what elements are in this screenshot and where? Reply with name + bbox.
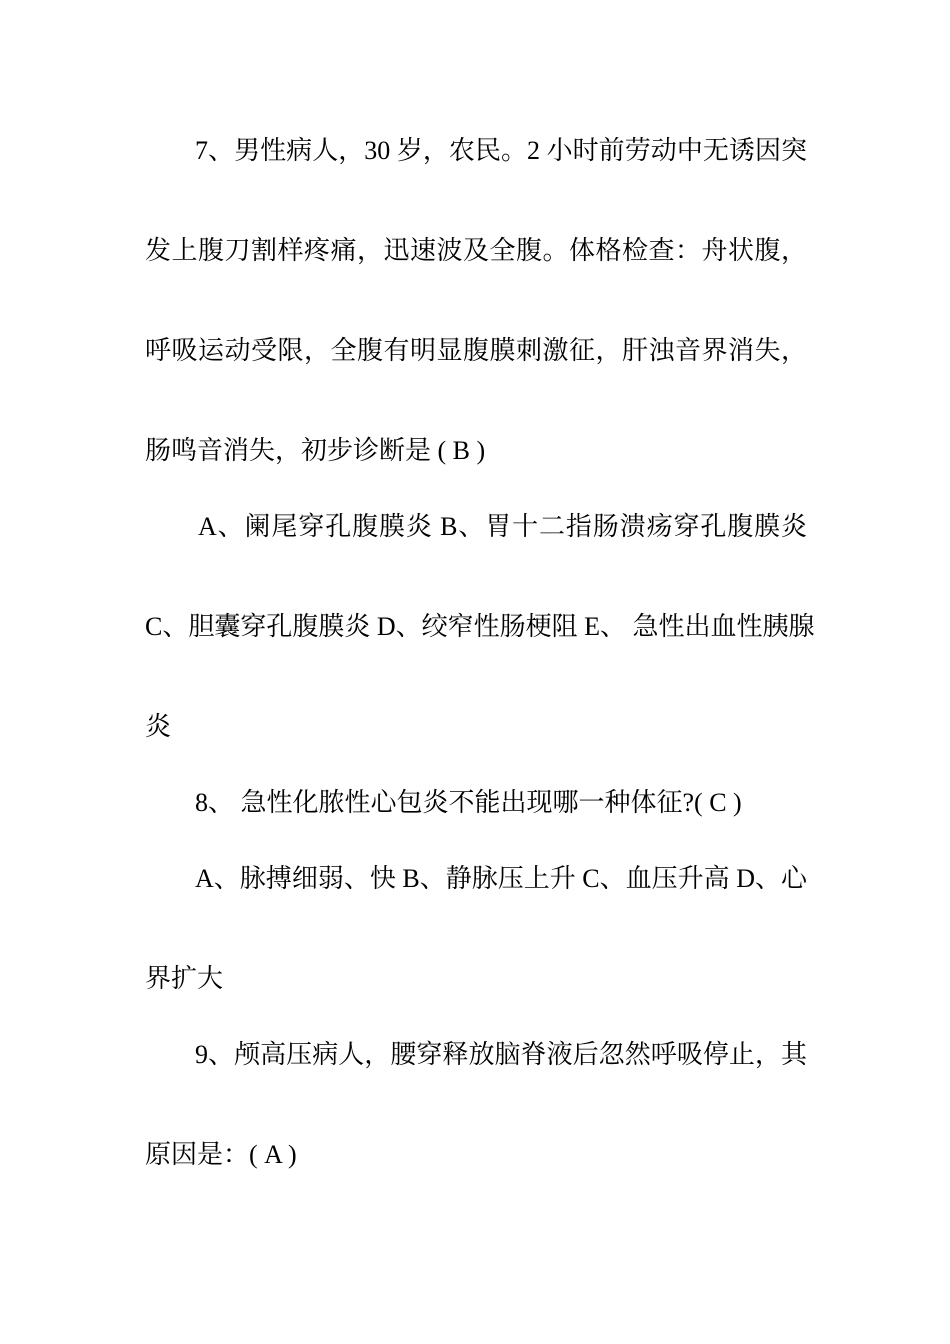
question-9-text-line-1: 9、颅高压病人，腰穿释放脑脊液后忽然呼吸停止，其 <box>195 1040 807 1069</box>
question-7-options-line-3: 炎 <box>145 712 172 741</box>
question-7-text-line-4: 肠鸣音消失，初步诊断是 ( B ) <box>145 436 486 465</box>
question-7-text-line-3: 呼吸运动受限，全腹有明显腹膜刺激征，肝浊音界消失， <box>145 336 807 365</box>
question-7-text-line-1: 7、男性病人，30 岁，农民。2 小时前劳动中无诱因突 <box>195 136 807 165</box>
question-9-text-line-2: 原因是：( A ) <box>145 1140 297 1169</box>
question-8-text: 8、 急性化脓性心包炎不能出现哪一种体征?( C ) <box>195 788 742 817</box>
question-8-options-line-2: 界扩大 <box>145 964 224 993</box>
question-7-options-line-1: A、阑尾穿孔腹膜炎 B、胃十二指肠溃疡穿孔腹膜炎 <box>198 512 807 541</box>
question-8-options-line-1: A、脉搏细弱、快 B、静脉压上升 C、血压升高 D、心 <box>195 864 807 893</box>
question-7-options-line-2: C、胆囊穿孔腹膜炎 D、绞窄性肠梗阻 E、 急性出血性胰腺 <box>145 612 815 641</box>
question-7-text-line-2: 发上腹刀割样疼痛，迅速波及全腹。体格检查：舟状腹， <box>145 236 807 265</box>
